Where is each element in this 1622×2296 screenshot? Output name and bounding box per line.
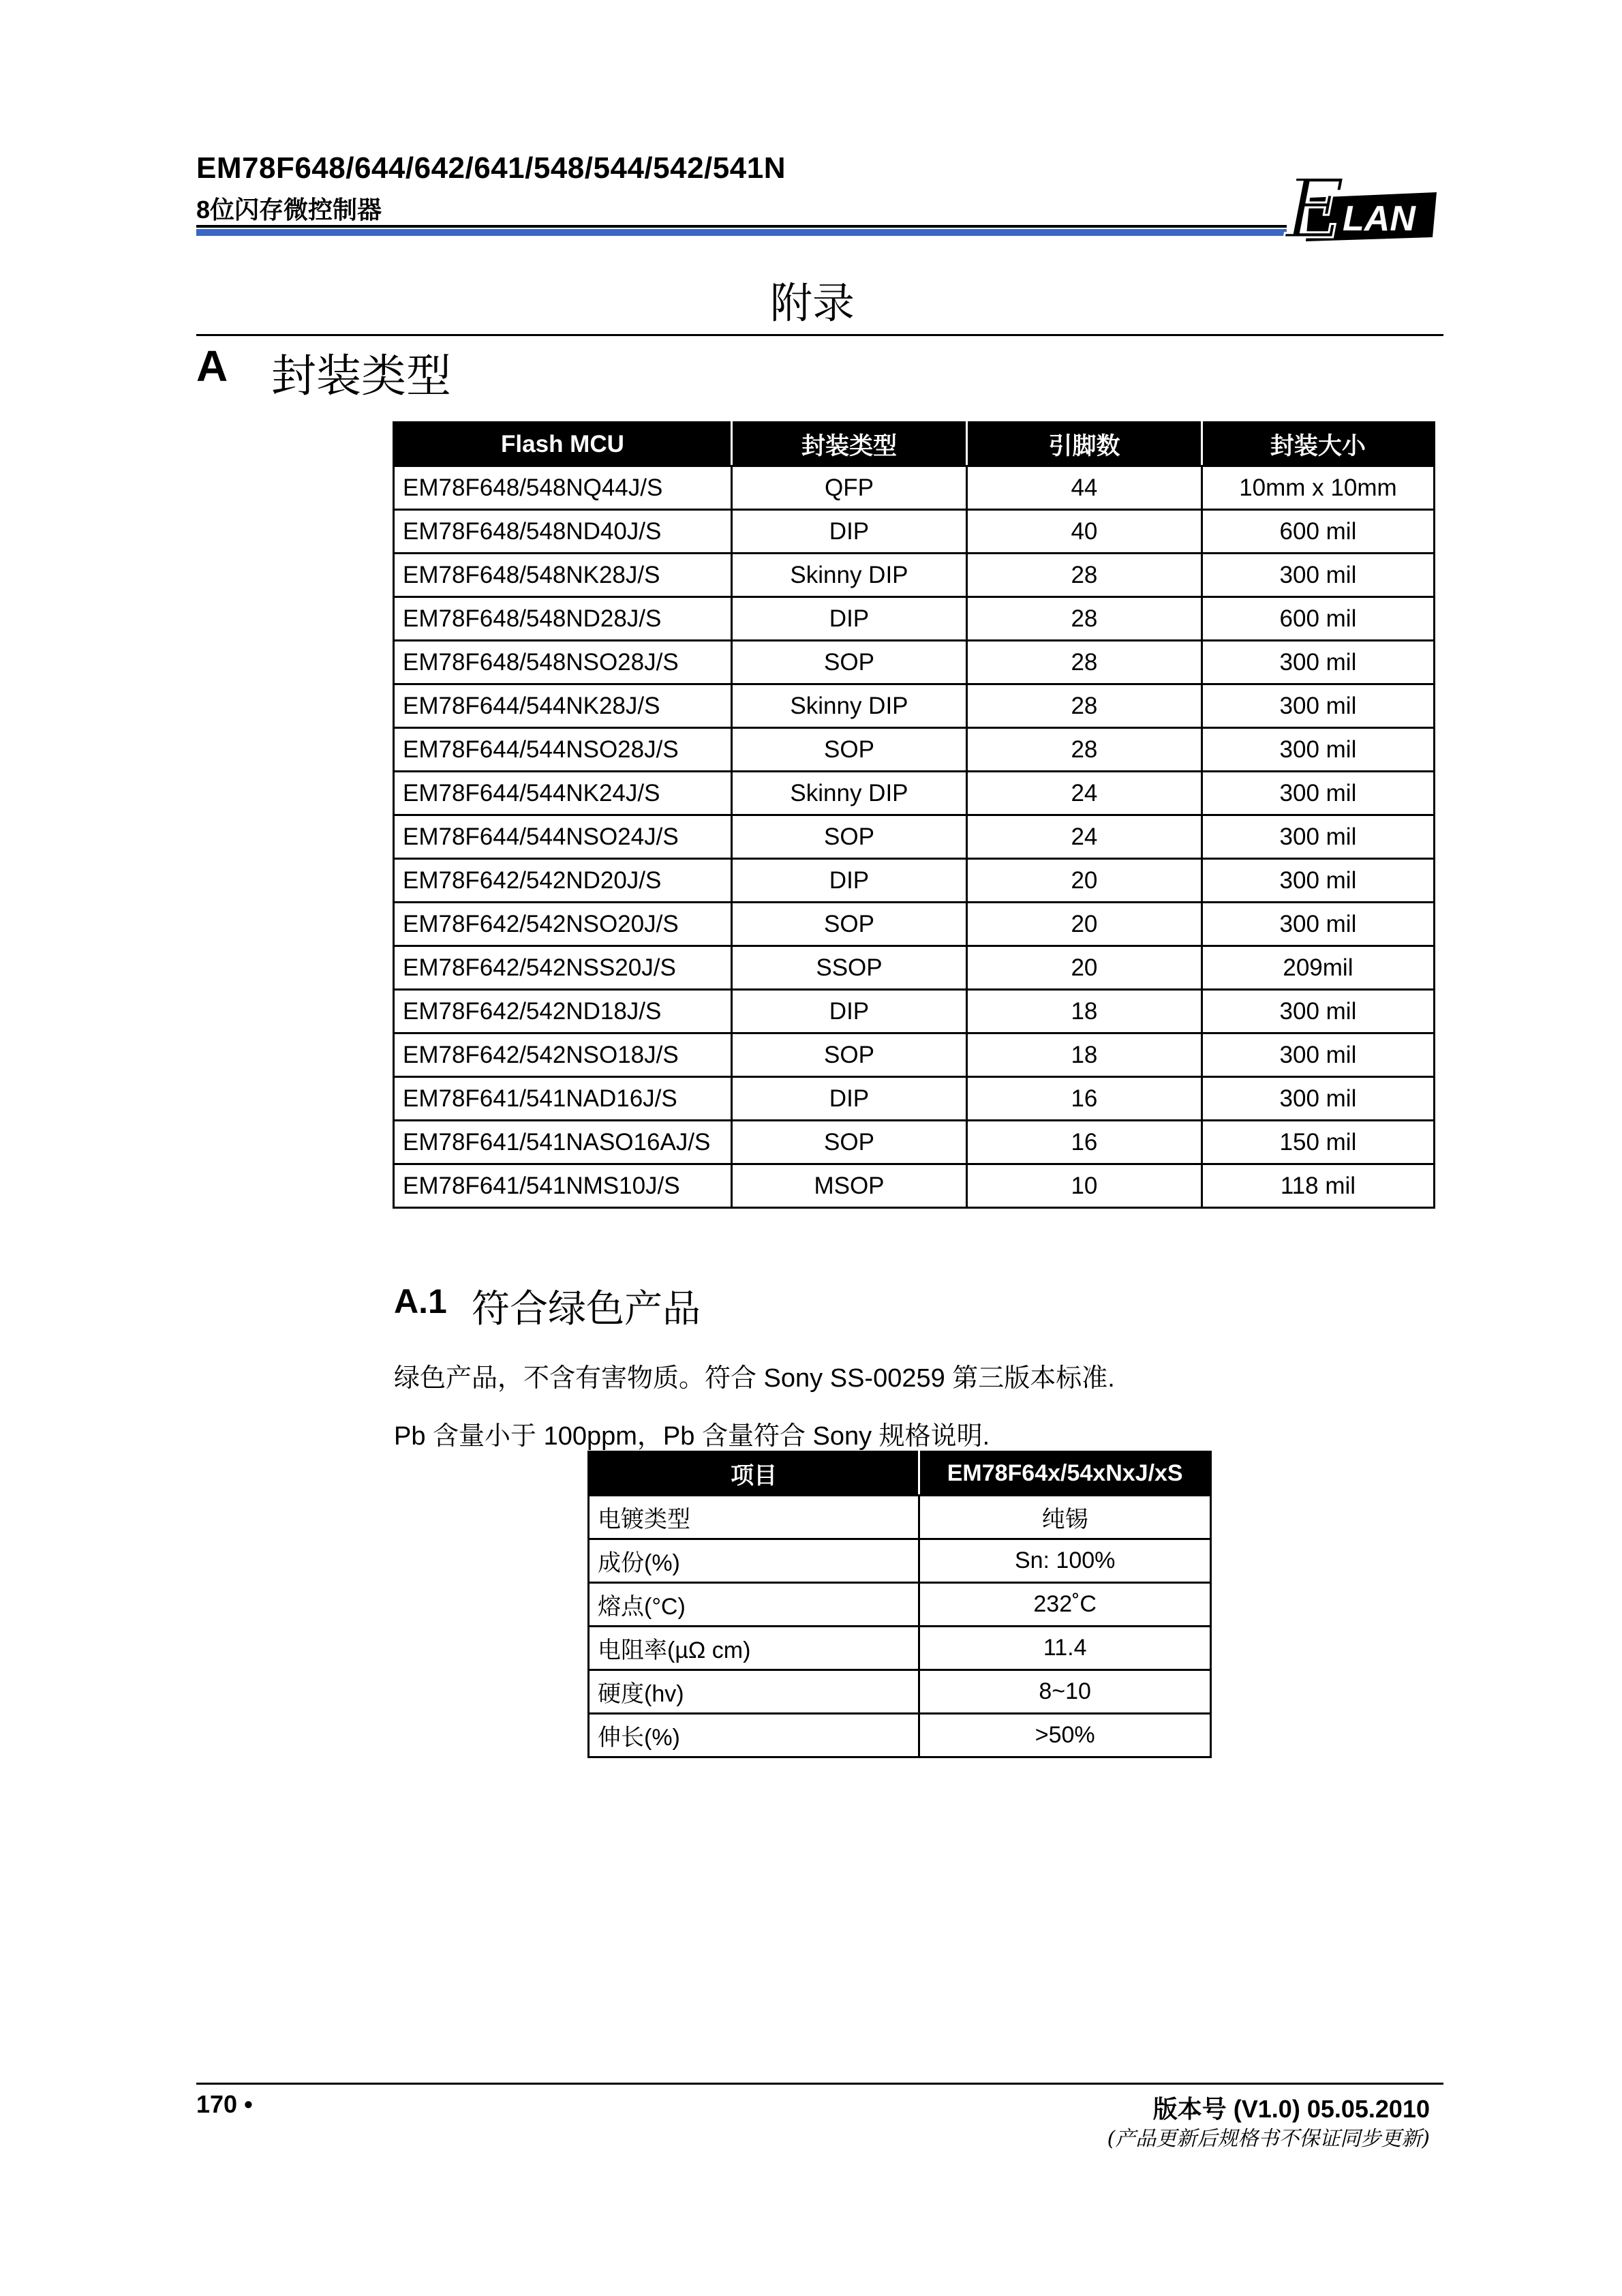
- table-cell: 300 mil: [1202, 903, 1434, 946]
- table-row: [394, 1164, 1435, 1208]
- table-cell: 11.4: [919, 1627, 1211, 1670]
- update-note: (产品更新后规格书不保证同步更新): [1107, 2127, 1430, 2151]
- table-cell: 300 mil: [1202, 990, 1434, 1033]
- table-cell: MSOP: [731, 1164, 966, 1208]
- green-spec-table: [587, 1451, 1212, 1758]
- table-cell: EM78F648/548NQ44J/S: [394, 466, 732, 510]
- table-row: [394, 946, 1435, 990]
- table-cell: SOP: [731, 1121, 966, 1164]
- table-cell: 44: [967, 466, 1202, 510]
- table-cell: DIP: [731, 990, 966, 1033]
- table-cell: 300 mil: [1202, 772, 1434, 815]
- table-cell: 300 mil: [1202, 684, 1434, 728]
- table-cell: 300 mil: [1202, 859, 1434, 903]
- table-cell: EM78F648/548ND40J/S: [394, 510, 732, 554]
- table-row: [589, 1583, 1211, 1627]
- table-cell: EM78F648/548NK28J/S: [394, 554, 732, 597]
- section-title: 封装类型: [271, 350, 451, 402]
- table-cell: 600 mil: [1202, 597, 1434, 641]
- table-cell: 纯锡: [919, 1496, 1211, 1539]
- subsection-title: 符合绿色产品: [472, 1287, 701, 1331]
- column-header: 项目: [589, 1452, 919, 1496]
- table-cell: >50%: [919, 1714, 1211, 1757]
- section-letter: A: [196, 342, 228, 391]
- table-cell: 20: [967, 946, 1202, 990]
- table-cell: SOP: [731, 903, 966, 946]
- table-cell: 8~10: [919, 1670, 1211, 1714]
- logo-wordmark: LAN: [1343, 199, 1416, 239]
- version-label: 版本号 (V1.0) 05.05.2010: [1152, 2095, 1430, 2123]
- table-cell: 28: [967, 728, 1202, 772]
- table-row: [394, 1121, 1435, 1164]
- table-row: [394, 859, 1435, 903]
- table-cell: EM78F641/541NASO16AJ/S: [394, 1121, 732, 1164]
- table-cell: SOP: [731, 641, 966, 684]
- table-row: [394, 466, 1435, 510]
- table-cell: EM78F644/544NSO28J/S: [394, 728, 732, 772]
- table-cell: EM78F642/542ND20J/S: [394, 859, 732, 903]
- table-row: [394, 510, 1435, 554]
- table-cell: EM78F648/548ND28J/S: [394, 597, 732, 641]
- table-cell: Skinny DIP: [731, 772, 966, 815]
- table-row: [394, 641, 1435, 684]
- table-cell: 20: [967, 903, 1202, 946]
- table-cell: DIP: [731, 1077, 966, 1121]
- table-cell: 24: [967, 772, 1202, 815]
- table-cell: QFP: [731, 466, 966, 510]
- table-cell: Sn: 100%: [919, 1539, 1211, 1583]
- table-cell: 118 mil: [1202, 1164, 1434, 1208]
- table-row: [394, 684, 1435, 728]
- table-row: [394, 554, 1435, 597]
- table-cell: 熔点(°C): [589, 1583, 919, 1627]
- appendix-title: 附录: [770, 278, 855, 328]
- table-cell: EM78F642/542NSO20J/S: [394, 903, 732, 946]
- table-cell: 成份(%): [589, 1539, 919, 1583]
- table-cell: 28: [967, 684, 1202, 728]
- table-cell: DIP: [731, 859, 966, 903]
- table-row: [394, 903, 1435, 946]
- table-cell: EM78F641/541NMS10J/S: [394, 1164, 732, 1208]
- table-cell: EM78F644/544NK28J/S: [394, 684, 732, 728]
- document-subtitle: 8位闪存微控制器: [196, 196, 382, 224]
- table-cell: EM78F641/541NAD16J/S: [394, 1077, 732, 1121]
- table-cell: 24: [967, 815, 1202, 859]
- table-row: [589, 1496, 1211, 1539]
- table-cell: 20: [967, 859, 1202, 903]
- column-header: EM78F64x/54xNxJ/xS: [919, 1452, 1211, 1496]
- table-cell: 209mil: [1202, 946, 1434, 990]
- table-row: [394, 597, 1435, 641]
- table-cell: EM78F648/548NSO28J/S: [394, 641, 732, 684]
- elan-logo: [1281, 157, 1445, 273]
- column-header: 引脚数: [967, 423, 1202, 466]
- table-header-row: [394, 423, 1435, 466]
- table-cell: EM78F642/542NSO18J/S: [394, 1033, 732, 1077]
- table-cell: 10: [967, 1164, 1202, 1208]
- table-cell: 电阻率(µΩ cm): [589, 1627, 919, 1670]
- table-cell: Skinny DIP: [731, 684, 966, 728]
- table-cell: 150 mil: [1202, 1121, 1434, 1164]
- page-number: 170 •: [196, 2090, 253, 2118]
- header-accent-bar: [196, 229, 1287, 236]
- table-cell: 伸长(%): [589, 1714, 919, 1757]
- table-cell: EM78F644/544NK24J/S: [394, 772, 732, 815]
- table-cell: 硬度(hv): [589, 1670, 919, 1714]
- table-cell: 40: [967, 510, 1202, 554]
- table-cell: 28: [967, 641, 1202, 684]
- document-title: EM78F648/644/642/641/548/544/542/541N: [196, 151, 786, 185]
- table-row: [589, 1539, 1211, 1583]
- table-row: [589, 1670, 1211, 1714]
- table-cell: EM78F642/542ND18J/S: [394, 990, 732, 1033]
- table-row: [589, 1627, 1211, 1670]
- table-row: [394, 728, 1435, 772]
- green-product-paragraph: 绿色产品，不含有害物质。符合 Sony SS-00259 第三版本标准.: [394, 1364, 1115, 1393]
- table-row: [589, 1714, 1211, 1757]
- table-header-row: [589, 1452, 1211, 1496]
- table-cell: Skinny DIP: [731, 554, 966, 597]
- subsection-number: A.1: [394, 1282, 447, 1320]
- footer-rule: [196, 2083, 1443, 2085]
- table-cell: DIP: [731, 597, 966, 641]
- table-cell: EM78F642/542NSS20J/S: [394, 946, 732, 990]
- table-row: [394, 990, 1435, 1033]
- table-cell: 300 mil: [1202, 1033, 1434, 1077]
- table-cell: 600 mil: [1202, 510, 1434, 554]
- table-cell: 232˚C: [919, 1583, 1211, 1627]
- appendix-rule: [196, 334, 1443, 336]
- table-cell: 10mm x 10mm: [1202, 466, 1434, 510]
- lead-content-paragraph: Pb 含量小于 100ppm，Pb 含量符合 Sony 规格说明.: [394, 1422, 990, 1451]
- table-cell: 28: [967, 597, 1202, 641]
- table-cell: 18: [967, 1033, 1202, 1077]
- table-cell: DIP: [731, 510, 966, 554]
- table-row: [394, 772, 1435, 815]
- column-header: Flash MCU: [394, 423, 732, 466]
- table-cell: 300 mil: [1202, 641, 1434, 684]
- table-cell: SSOP: [731, 946, 966, 990]
- header-rule: [196, 225, 1287, 228]
- table-row: [394, 815, 1435, 859]
- table-cell: 300 mil: [1202, 554, 1434, 597]
- table-cell: EM78F644/544NSO24J/S: [394, 815, 732, 859]
- table-cell: 16: [967, 1121, 1202, 1164]
- column-header: 封装类型: [731, 423, 966, 466]
- table-cell: 16: [967, 1077, 1202, 1121]
- logo-letter: E: [1285, 162, 1345, 257]
- table-cell: 300 mil: [1202, 728, 1434, 772]
- table-row: [394, 1077, 1435, 1121]
- table-row: [394, 1033, 1435, 1077]
- table-cell: 电镀类型: [589, 1496, 919, 1539]
- table-cell: 18: [967, 990, 1202, 1033]
- table-cell: SOP: [731, 815, 966, 859]
- table-cell: 300 mil: [1202, 815, 1434, 859]
- table-cell: SOP: [731, 1033, 966, 1077]
- table-cell: SOP: [731, 728, 966, 772]
- column-header: 封装大小: [1202, 423, 1434, 466]
- table-cell: 28: [967, 554, 1202, 597]
- package-type-table: [393, 421, 1435, 1209]
- table-cell: 300 mil: [1202, 1077, 1434, 1121]
